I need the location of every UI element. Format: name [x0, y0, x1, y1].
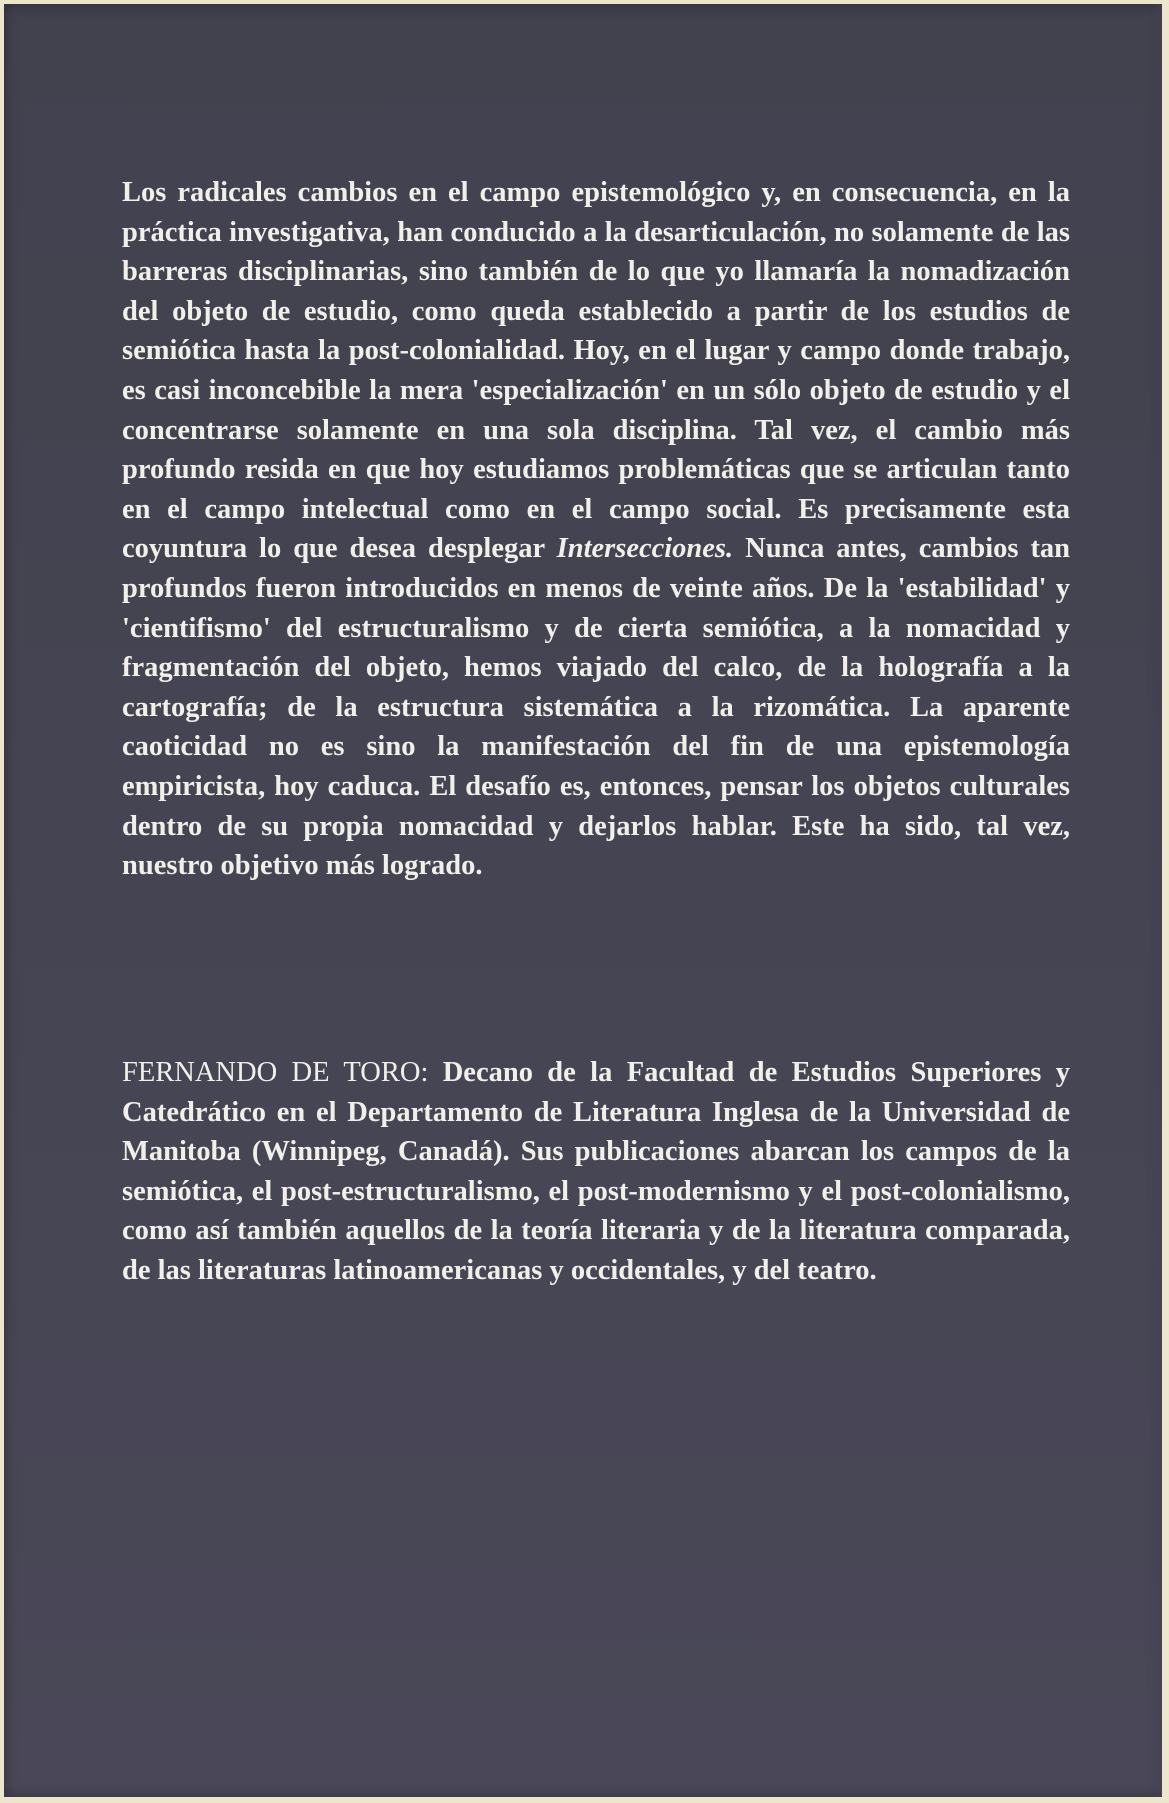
author-bio-paragraph — [122, 1053, 1070, 1291]
blurb-text-part2: Nunca antes, cambios tan profundos fueron introducidos en menos de veinte años. De la 'estabilidad' y 'cientifismo' del estructuralismo y de cierta semiótica, a la nomacidad y fragmentación del objeto, hemos viajado del calco, de la holografía a la cartografía; de la estructura sistemática a la rizomática. La aparente caoticidad no es sino la manifestación del fin de una epistemología empiricista, hoy caduca. El desafío es, entonces, pensar los objetos culturales dentro de su propia nomacidad y dejarlos hablar. Este ha sido, tal vez, nuestro objetivo más logrado. — [122, 533, 1071, 882]
blurb-text-part1: Los radicales cambios en el campo epistemológico y, en consecuencia, en la práctica investigativa, han conducido a la desarticulación, no solamente de las barreras disciplinarias, sino también de lo que yo llamaría la nomadización del objeto de estudio, como queda establecido a partir de los estudios de semiótica hasta la post-colonialidad. Hoy, en el lugar y campo donde trabajo, es casi inconcebible la mera 'especialización' en un sólo objeto de estudio y el concentrarse solamente en una sola disciplina. Tal vez, el cambio más profundo resida en que hoy estudiamos problemáticas que se articulan tanto en el campo intelectual como en el campo social. Es precisamente esta coyuntura lo que desea desplegar — [122, 177, 1070, 565]
author-name: FERNANDO DE TORO: — [122, 1057, 429, 1088]
journal-title: Intersecciones. — [556, 533, 734, 565]
back-cover — [4, 4, 1162, 1797]
blurb-paragraph — [122, 173, 1070, 886]
author-bio-text: Decano de la Facultad de Estudios Superiores y Catedrático en el Departamento de Literatura Inglesa de la Universidad de Manitoba (Winnipeg, Canadá). Sus publicaciones abarcan los campos de la semiótica, el post-estructuralismo, el post-modernismo y el post-colonialismo, como así también aquellos de la teoría literaria y de la literatura comparada, de las literaturas latinoamericanas y occidentales, y del teatro. — [122, 1057, 1070, 1286]
